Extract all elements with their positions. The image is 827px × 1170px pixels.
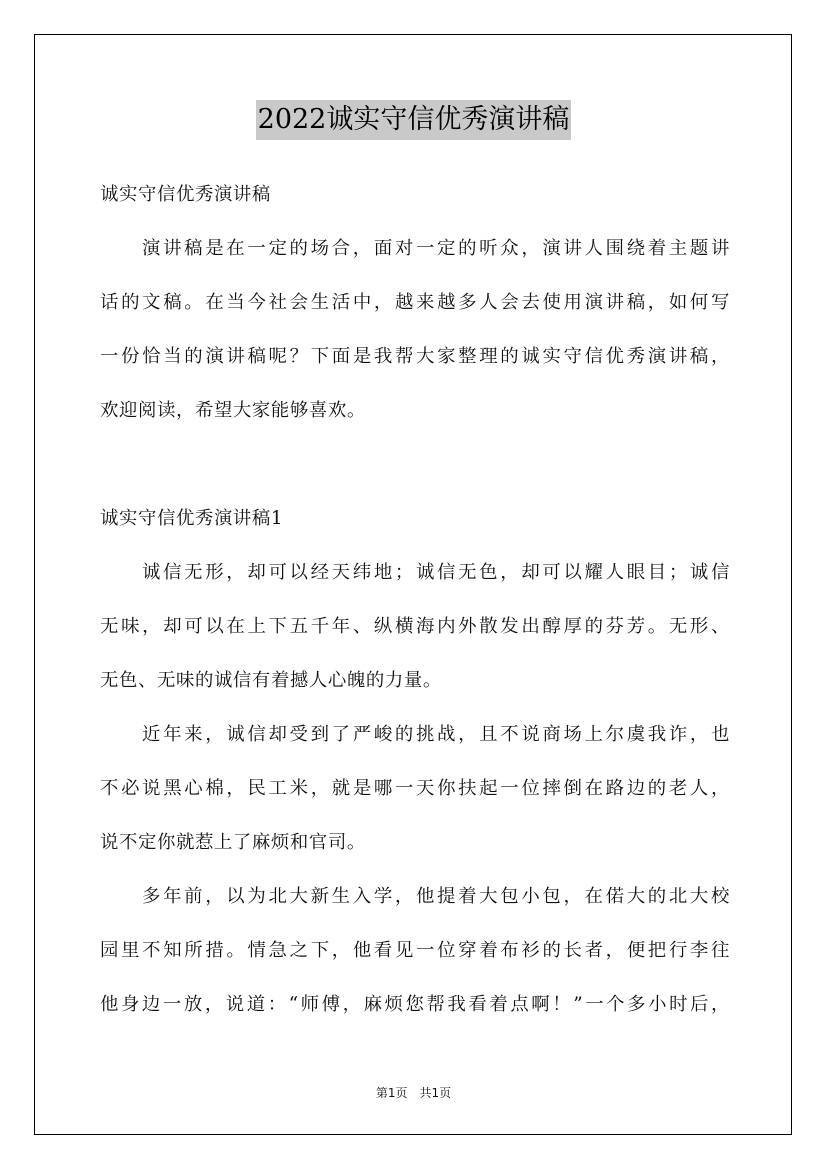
intro-line: 演讲稿是在一定的场合，面对一定的听众，演讲人围绕着主题讲 xyxy=(142,238,730,259)
paragraph-line: 无色、无味的诚信有着撼人心魄的力量。 xyxy=(100,670,442,691)
section-heading: 诚实守信优秀演讲稿1 xyxy=(100,508,284,529)
intro-line: 一份恰当的演讲稿呢？下面是我帮大家整理的诚实守信优秀演讲稿， xyxy=(100,346,730,367)
paragraph-line: 近年来，诚信却受到了严峻的挑战，且不说商场上尔虞我诈，也 xyxy=(142,724,730,745)
subtitle: 诚实守信优秀演讲稿 xyxy=(100,184,271,205)
document-title: 2022诚实守信优秀演讲稿 xyxy=(256,100,572,140)
paragraph-line: 说不定你就惹上了麻烦和官司。 xyxy=(100,832,366,853)
document-body xyxy=(100,168,730,1032)
paragraph-line: 他身边一放，说道：“师傅，麻烦您帮我看着点啊！”一个多小时后， xyxy=(100,994,730,1015)
intro-line: 欢迎阅读，希望大家能够喜欢。 xyxy=(100,400,366,421)
paragraph-line: 无味，却可以在上下五千年、纵横海内外散发出醇厚的芬芳。无形、 xyxy=(100,616,730,637)
page-footer: 第1页 共1页 xyxy=(375,1086,452,1100)
paragraph-line: 园里不知所措。情急之下，他看见一位穿着布衫的长者，便把行李往 xyxy=(100,940,730,961)
intro-line: 话的文稿。在当今社会生活中，越来越多人会去使用演讲稿，如何写 xyxy=(100,292,730,313)
blank-line xyxy=(100,438,730,492)
paragraph-line: 多年前，以为北大新生入学，他提着大包小包，在偌大的北大校 xyxy=(142,886,730,907)
paragraph-line: 不必说黑心棉，民工米，就是哪一天你扶起一位摔倒在路边的老人， xyxy=(100,778,730,799)
paragraph-line: 诚信无形，却可以经天纬地；诚信无色，却可以耀人眼目；诚信 xyxy=(142,562,730,583)
title-container xyxy=(0,100,827,140)
